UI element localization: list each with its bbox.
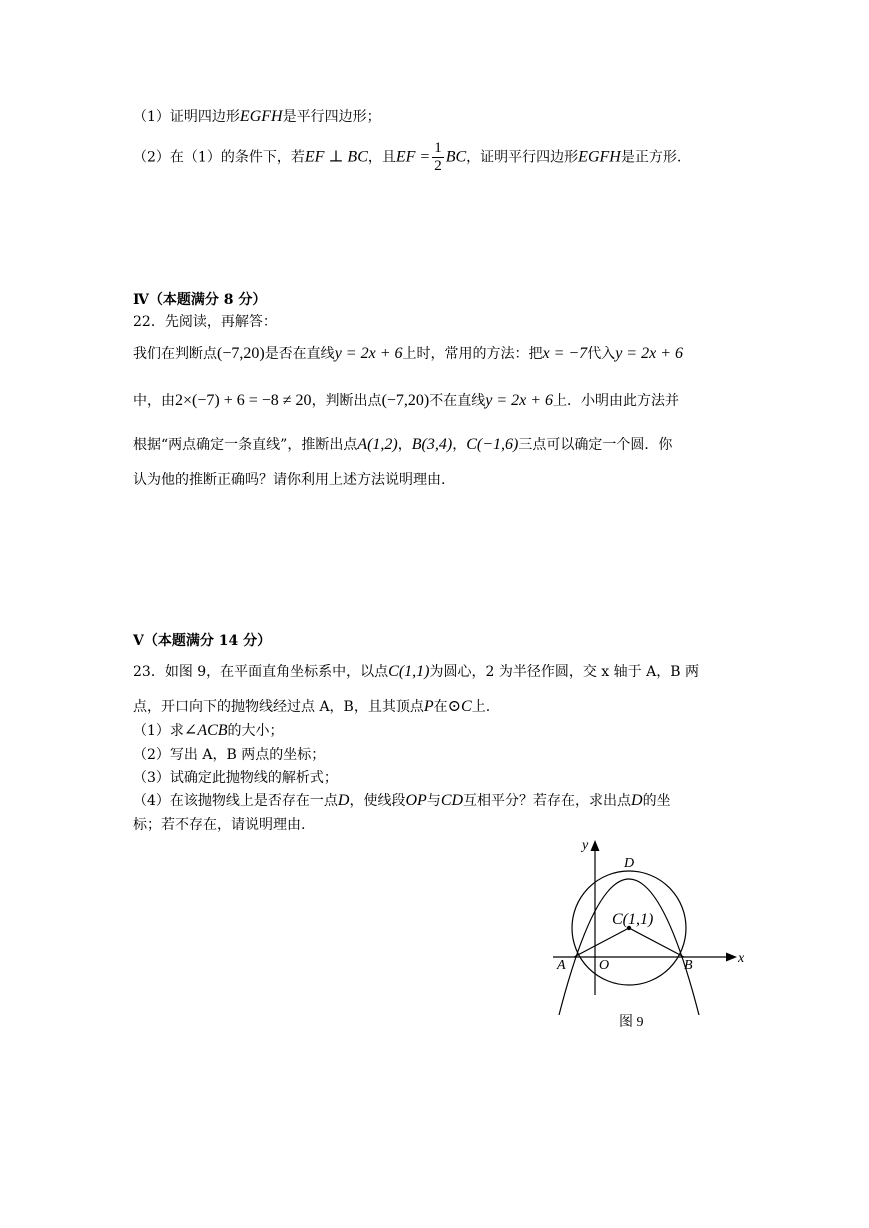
q23-sub4: （4）在该抛物线上是否存在一点D，使线段OP与CD互相平分？若存在，求出点D的坐 [133, 792, 671, 809]
section-5-header: Ⅴ（本题满分 14 分） [133, 633, 272, 649]
label-b: B [684, 958, 693, 973]
figure-caption: 图 9 [619, 1015, 644, 1030]
y-axis-arrow-icon [591, 840, 600, 851]
segment-cb [629, 928, 684, 957]
label-d: D [624, 856, 635, 871]
q21-part2: （2）在（1）的条件下，若EF ⊥ BC，且EF = $\frac{1}{2}$ BC，证明平行四边形EGFH是正方形. [133, 140, 682, 174]
label-c: C(1,1) [612, 911, 654, 928]
q23-sub3: （3）试确定此抛物线的解析式； [133, 770, 338, 786]
label-o: O [599, 958, 610, 973]
q22-title: 22．先阅读，再解答： [133, 314, 277, 330]
fraction-one-half: $\frac{1}{2}$ [434, 140, 442, 174]
q23-line1: 23．如图 9，在平面直角坐标系中，以点C(1,1)为圆心，2 为半径作圆，交 x 轴于 A，B 两 [133, 663, 699, 680]
q23-sub1: （1）求∠ACB的大小； [133, 722, 284, 739]
segment-ca [574, 928, 629, 957]
q21-part1: （1）证明四边形EGFH是平行四边形； [133, 108, 381, 125]
figure-9-diagram [545, 830, 755, 1040]
q22-line1: 我们在判断点(−7,20)是否在直线y = 2x + 6上时，常用的方法：把x = −7代入y = 2x + 6 [133, 345, 683, 362]
label-y: y [582, 838, 589, 853]
q23-line2: 点，开口向下的抛物线经过点 A，B，且其顶点P在⊙C上. [133, 698, 491, 715]
x-axis-arrow-icon [726, 953, 737, 962]
q22-line2: 中，由2×(−7) + 6 = −8 ≠ 20，判断出点(−7,20)不在直线y = 2x + 6上．小明由此方法并 [133, 392, 680, 409]
label-a: A [557, 958, 566, 973]
q22-line4: 认为他的推断正确吗？请你利用上述方法说明理由. [133, 472, 446, 488]
q23-sub4-line2: 标；若不存在，请说明理由. [133, 817, 306, 833]
q22-line3: 根据“两点确定一条直线”，推断出点A(1,2)，B(3,4)，C(−1,6)三点可以确定一个圆．你 [133, 436, 673, 453]
q23-sub2: （2）写出 A，B 两点的坐标； [133, 747, 326, 763]
label-x: x [738, 951, 745, 966]
section-4-header: Ⅳ（本题满分 8 分） [133, 292, 267, 308]
